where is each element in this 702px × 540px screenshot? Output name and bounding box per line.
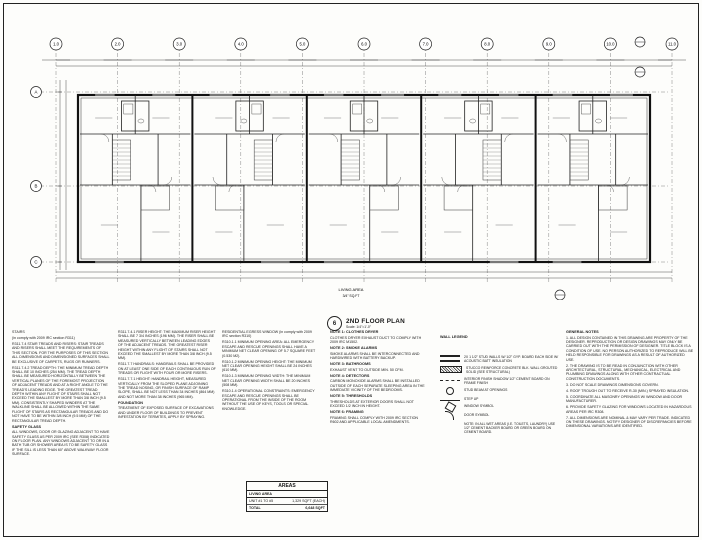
living-area-value: 3/4" SQ.FT <box>342 294 360 298</box>
legend-item <box>440 355 562 363</box>
legend-label: WINDOW SYMBOL <box>464 404 494 408</box>
grid-label: A <box>34 89 38 95</box>
sink <box>367 119 373 123</box>
legend-item <box>440 404 562 410</box>
grid-label: 6.0 <box>361 41 367 47</box>
grid-label: B <box>34 183 38 189</box>
note-heading: NOTE 1: CLOTHES DRYER <box>330 330 379 334</box>
note-paragraph: SMOKE ALARMS SHALL BE INTERCONNECTED AND HARDWIRED WITH BATTERY BACKUP. <box>330 351 420 360</box>
door-swing <box>505 134 513 142</box>
legend-label: DOOR SYMBOL <box>464 413 490 417</box>
note-heading: WALL LEGEND <box>440 335 468 339</box>
legend-item <box>440 413 562 419</box>
note-paragraph: TREATMENT OF EXPOSED SURFACE OF EXCAVATIONS AND UNDER FLOOR OF BUILDINGS TO PREVENT INFESTATION BY TERMITES, APPLY BY SPRAYING. <box>118 406 214 420</box>
grid-label: 5.0 <box>299 41 306 47</box>
general-note: 3. DO NOT SCALE DRAWINGS DIMENSIONS GOVERN. <box>566 382 659 387</box>
riser-notes <box>118 330 216 480</box>
toilet <box>581 104 590 114</box>
plan-title: 2ND FLOOR PLAN <box>346 318 405 325</box>
note-paragraph: THRESHOLDS AT EXTERIOR DOORS SHALL NOT EXCEED 1/2 INCH IN HEIGHT. <box>330 399 414 408</box>
area-label: TOTAL <box>249 506 261 510</box>
general-notes-title: GENERAL NOTES <box>566 330 599 334</box>
plan-scale: Scale: 1/4"=1'-0" <box>346 325 372 329</box>
grid-label: 4.0 <box>237 41 244 47</box>
grid-label: 3.0 <box>176 41 183 47</box>
note-paragraph: EXHAUST VENT TO OUTSIDE MIN. 50 CFM. <box>330 367 404 372</box>
legend-label: STUCCO REINFORCE CONCRETE BLK. WALL GROUTED SOLID (SEE STRUCTURAL) <box>466 366 558 374</box>
note-paragraph: RESIDENTIAL EGRESS WINDOW (in comply with 2009 IRC section R310) <box>222 330 312 339</box>
grid-label: C <box>34 259 38 265</box>
wall-legend-title <box>440 335 560 349</box>
note-heading: FOUNDATION <box>118 400 144 405</box>
door-swing <box>330 134 338 142</box>
general-note: 7. ALL DIMENSIONS ARE NOMINAL & MAY VARY PER TRADE. INDICATED ON THESE DRAWINGS. NOTIFY DESIGNER OF DISCREPANCIES BEFORE DIMENSIONAL VARIATIONS ARE IDENTIFIED. <box>566 415 692 429</box>
general-note: 1. ALL DESIGN CONTAINED IN THIS DRAWING ARE PROPERTY OF THE DESIGNER. REPRODUCTION OR DESIGN DRAWINGS MAY ONLY BE CARRIED OUT WITH THE PERMISSION OF DESIGNER. TITLE BLOCK IS A CONDITION OF USE. NO PERSON AUTHORIZED TO REPRODUCE WILL BE HELD RESPONSIBLE FOR DRAWINGS AS A RESULT OF AUTHORIZED USE. <box>566 335 694 362</box>
note-paragraph: R311.7.4 STAIR TREADS AND RISERS: STAIR TREADS AND RISERS SHALL MEET THE REQUIREMENTS OF THIS SECTION. FOR THE PURPOSES OF THIS SECTION ALL DIMENSIONS AND DIMENSIONED SURFACES SHALL BE EXCLUSIVE OF CARPETS, RUGS OR RUNNERS. <box>12 342 110 364</box>
area-value: 6,648 SQFT <box>305 506 325 510</box>
general-code-notes <box>330 330 426 530</box>
grid-label: 9.0 <box>545 41 552 47</box>
closet <box>599 186 628 210</box>
door-symbol-icon <box>440 413 460 419</box>
note-paragraph: R310.1.2 MINIMUM OPENING HEIGHT: THE MINIMUM NET CLEAR OPENING HEIGHT SHALL BE 24 INCHES (610 MM). <box>222 359 312 373</box>
egress-notes <box>222 330 318 480</box>
area-row <box>247 498 327 505</box>
door-swing <box>393 177 401 185</box>
note-paragraph: R311.7.4.2 TREAD DEPTH: THE MINIMUM TREAD DEPTH SHALL BE 10 INCHES (254 MM). THE TREAD DEPTH SHALL BE MEASURED HORIZONTALLY BETWEEN THE VERTICAL PLANES OF THE FOREMOST PROJECTION OF ADJACENT TREADS AND AT A RIGHT ANGLE TO THE TREAD'S LEADING EDGE. THE GREATEST TREAD DEPTH WITHIN ANY FLIGHT OF STAIRS SHALL NOT EXCEED THE SMALLEST BY MORE THAN 3/8 INCH (9.5 MM). CONSISTENTLY SHAPED WINDERS AT THE WALKLINE SHALL BE ALLOWED WITHIN THE SAME FLIGHT OF STAIRS AS RECTANGULAR TREADS AND DO NOT HAVE TO BE WITHIN 3/8 INCH (9.5 MM) OF THE RECTANGULAR TREAD DEPTH. <box>12 365 109 423</box>
sink <box>138 119 144 123</box>
general-note: 6. PROVIDE SAFETY GLAZING FOR WINDOWS LOCATED IN HAZARDOUS AREAS PER IRC R308. <box>566 405 692 414</box>
closet <box>141 186 170 210</box>
wall-legend <box>440 355 562 437</box>
hex-symbol-icon <box>440 404 460 410</box>
area-row <box>247 505 327 511</box>
closet <box>215 186 244 210</box>
toilet <box>481 104 490 114</box>
plan-number-bubble: 6 <box>327 316 342 331</box>
legend-item <box>440 366 562 374</box>
grid-label: 2.0 <box>114 41 121 47</box>
note-paragraph: STAIRS <box>12 330 25 334</box>
general-note: 4. ROOF TROUGH OUT TO RECEIVE R-30 (MIN.) SPRAYED INSULATION. <box>566 388 690 393</box>
wall-symbol-icon <box>440 355 460 362</box>
sink <box>470 119 476 123</box>
area-label: UNIT #1 TO #5 <box>249 499 274 503</box>
legend-label: STEP UP <box>464 397 479 401</box>
note-paragraph: R310.1.3 MINIMUM OPENING WIDTH: THE MINIMUM NET CLEAR OPENING WIDTH SHALL BE 20 INCHES (508 MM). <box>222 374 311 388</box>
sink <box>241 119 247 123</box>
grid-label: 8.0 <box>484 41 491 47</box>
door-swing <box>101 134 109 142</box>
note-heading: NOTE 4: DETECTORS <box>330 373 370 378</box>
circle-symbol-icon <box>440 388 460 394</box>
arrow-symbol-icon <box>440 400 460 401</box>
note-paragraph: CARBON MONOXIDE ALARMS SHALL BE INSTALLED OUTSIDE OF EACH SEPARATE SLEEPING AREA IN THE IMMEDIATE VICINITY OF THE BEDROOMS. <box>330 379 425 392</box>
general-note: 5. COORDINATE ALL MASONRY OPENINGS W/ WINDOW AND DOOR MANUFACTURER. <box>566 394 683 404</box>
legend-label: NOTE: IN ALL WET AREAS (I.E. TOILETS, LAUNDRY) USE 1/2" CEMENT BACKER BOARD OR GREEN BOARD ON CEMENT BOARD. <box>464 422 556 434</box>
general-note: 2. THE DRAWING IS TO BE READ IN CONJUNCTION WITH OTHER ARCHITECTURAL, STRUCTURAL, MECHANICAL, ELECTRICAL AND PLUMBING DRAWINGS ALONG WITH OTHER CONTRACTUAL CONSTRUCTION DOCUMENTS. <box>566 363 681 381</box>
sink <box>596 119 602 123</box>
note-paragraph: R311.7.7.1 HEIGHT: HANDRAIL HEIGHT, MEASURED VERTICALLY FROM THE SLOPED PLANE ADJOINING THE TREAD NOSING, OR FINISH SURFACE OF RAMP SLOPE, SHALL BE NOT LESS THAN 34 INCHES (864 MM) AND NOT MORE THAN 38 INCHES (965 MM). <box>118 377 215 399</box>
note-heading: SAFETY GLASS <box>12 424 42 429</box>
note-heading: NOTE 6: FRAMING <box>330 410 364 414</box>
door-swing <box>276 134 284 142</box>
legend-item <box>440 377 562 385</box>
dashed-symbol-icon <box>440 380 460 381</box>
grid-label: 11.0 <box>668 41 676 47</box>
note-heading: NOTE 2: SMOKE ALARMS <box>330 346 378 350</box>
legend-label: INTERIOR FINISH SHADOW 1/2" CEMENT BOARD ON FRAME FINISH <box>464 377 550 385</box>
grid-label: 7.0 <box>422 41 429 47</box>
toilet <box>124 104 133 114</box>
closet <box>444 186 473 210</box>
hatch-symbol-icon <box>440 366 462 373</box>
none-symbol-icon <box>440 422 460 428</box>
legend-item <box>440 397 562 401</box>
note-paragraph: R310.1.1 MINIMUM OPENING AREA: ALL EMERGENCY ESCAPE AND RESCUE OPENINGS SHALL HAVE A MINIMUM NET CLEAR OPENING OF 5.7 SQUARE FEET (0.530 M2). <box>222 340 316 358</box>
note-paragraph: FRAMING SHALL COMPLY WITH 2009 IRC SECTION R602 AND APPLICABLE LOCAL AMENDMENTS. <box>330 415 418 424</box>
grid-label: 10.0 <box>606 41 615 47</box>
area-value: 1,329 SQFT (EACH) <box>292 499 325 503</box>
note-paragraph: CLOTHES DRYER EXHAUST DUCT TO COMPLY WITH 2009 IRC M1502. <box>330 335 422 344</box>
door-swing <box>213 177 221 185</box>
note-paragraph: R311.7.7 HANDRAILS: HANDRAILS SHALL BE PROVIDED ON AT LEAST ONE SIDE OF EACH CONTINUOUS RUN OF TREADS OR FLIGHT WITH FOUR OR MORE RISERS. <box>118 362 216 376</box>
stair-notes <box>12 330 110 530</box>
legend-item <box>440 422 562 434</box>
areas-header: LIVING AREA <box>247 491 327 498</box>
legend-item <box>440 388 562 394</box>
toilet <box>252 104 261 114</box>
grid-label: 1.0 <box>53 41 59 47</box>
areas-title: AREAS <box>247 482 327 491</box>
note-paragraph: R311.7.4.1 RISER HEIGHT: THE MAXIMUM RISER HEIGHT SHALL BE 7 3/4 INCHES (196 MM). THE RISER SHALL BE MEASURED VERTICALLY BETWEEN LEADING EDGES OF THE ADJACENT TREADS. THE GREATEST RISER HEIGHT WITHIN ANY FLIGHT OF STAIRS SHALL NOT EXCEED THE SMALLEST BY MORE THAN 3/8 INCH (9.5 MM). <box>118 330 216 361</box>
note-paragraph: R310.1.4 OPERATIONAL CONSTRAINTS: EMERGENCY ESCAPE AND RESCUE OPENINGS SHALL BE OPERATIONAL FROM THE INSIDE OF THE ROOM WITHOUT THE USE OF KEYS, TOOLS OR SPECIAL KNOWLEDGE. <box>222 389 315 411</box>
note-heading: NOTE 3: BATHROOMS <box>330 362 371 366</box>
note-paragraph: ALL WINDOWS, DOOR OR GLAZING ADJACENT TO HAVE SAFETY GLASS AS PER 2009 IRC (SEE R308) INDICATED ON FLOOR PLAN. ANY WINDOWS ADJACENT TO OR IN A BATH TUB OR SHOWER AREA IS TO BE SAFETY GLASS IF THE SILL IS LESS THAN 60" ABOVE WALKWAY FLOOR SURFACE. <box>12 430 110 457</box>
living-area-label: LIVING AREA <box>338 287 364 292</box>
legend-label: 2X 1 1/2" STUD WALLS W/ 1/2" GYP. BOARD EACH SIDE W/ ACOUSTIC BATT INSULATION <box>464 355 559 363</box>
door-swing <box>558 134 566 142</box>
plan-title-block <box>327 316 405 331</box>
note-heading: NOTE 5: THRESHOLDS <box>330 394 373 398</box>
door-swing <box>621 177 629 185</box>
legend-label: STUD BEAM AT OPENINGS <box>464 388 508 392</box>
door-swing <box>442 177 450 185</box>
closet <box>370 186 399 210</box>
note-paragraph: (in comply with 2009 IRC section R311) <box>12 336 75 340</box>
door-swing <box>164 177 172 185</box>
general-notes <box>566 330 694 530</box>
toilet <box>353 104 362 114</box>
areas-table <box>246 481 328 512</box>
